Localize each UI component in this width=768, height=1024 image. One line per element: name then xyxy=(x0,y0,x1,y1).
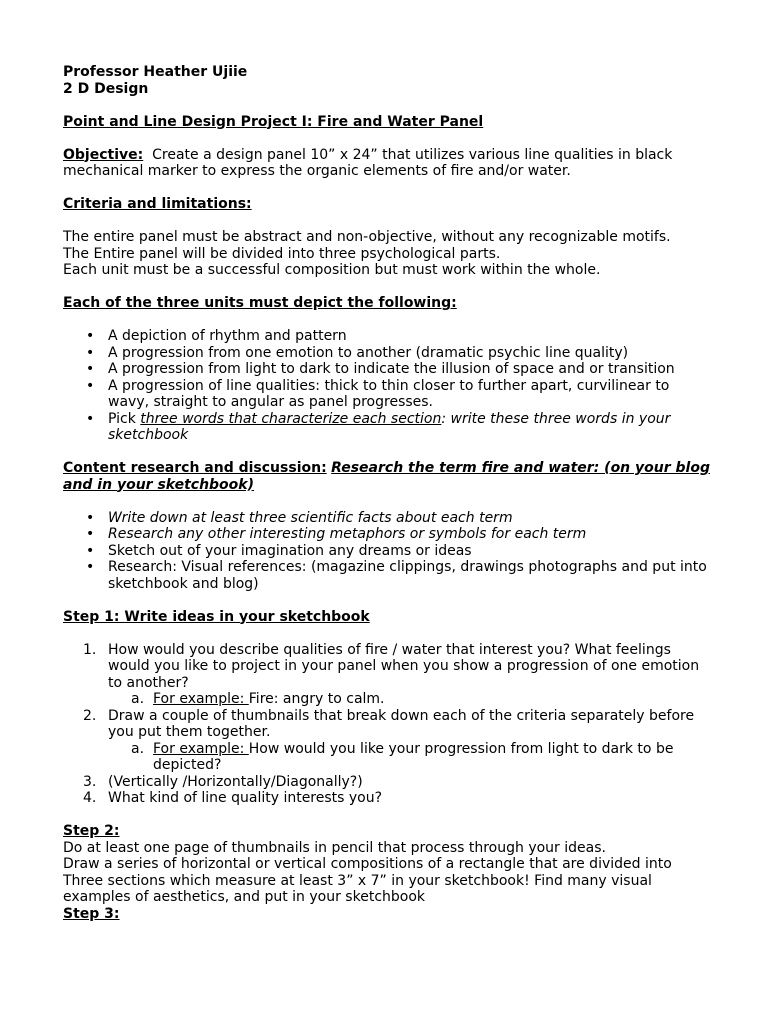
list-item: • A progression from one emotion to another (dramatic psychic line quality) xyxy=(63,345,713,362)
numbered-item xyxy=(63,708,713,741)
criteria-heading: Criteria and limitations: xyxy=(63,196,252,212)
research-heading-label: Content research and discussion: xyxy=(63,460,327,476)
step2-line: Do at least one page of thumbnails in pencil that process through your ideas. xyxy=(63,839,606,856)
numbered-item xyxy=(63,790,713,807)
numbered-item xyxy=(63,774,713,791)
list-item: • A progression from light to dark to indicate the illusion of space and or transition xyxy=(63,361,713,378)
units-list xyxy=(63,328,713,444)
sub-item-text: How would you like your progression from light to dark to be depicted? xyxy=(153,740,674,773)
item-text: What kind of line quality interests you? xyxy=(108,790,383,806)
list-item: • Research any other interesting metaphors or symbols for each term xyxy=(63,526,713,543)
course-name: 2 D Design xyxy=(63,80,149,97)
step1-list xyxy=(63,642,713,807)
sub-item xyxy=(63,741,713,774)
sub-item-letter: a. xyxy=(131,740,145,757)
list-item: • Sketch out of your imagination any dreams or ideas xyxy=(63,543,713,560)
research-heading-italic: Research the term fire and water: (on your blog and in your sketchbook) xyxy=(63,460,710,493)
item-text: (Vertically /Horizontally/Diagonally?) xyxy=(108,773,363,790)
objective-paragraph xyxy=(63,147,713,180)
sub-item xyxy=(63,691,713,708)
research-heading xyxy=(63,460,713,493)
step2-heading: Step 2: xyxy=(63,823,120,839)
step1-heading: Step 1: Write ideas in your sketchbook xyxy=(63,608,370,625)
list-item: • A depiction of rhythm and pattern xyxy=(63,328,713,345)
item-text: How would you describe qualities of fire / water that interest you? What feelings would you like to project in your panel when you show a progression of one emotion to another? xyxy=(108,641,700,691)
pick-prefix: Pick xyxy=(108,410,141,427)
project-title: Point and Line Design Project I: Fire and Water Panel xyxy=(63,113,484,130)
research-list xyxy=(63,510,713,593)
item-text: Draw a couple of thumbnails that break down each of the criteria separately before you put them together. xyxy=(108,707,695,740)
item-number: 1. xyxy=(83,641,97,658)
numbered-item xyxy=(63,642,713,692)
pick-underlined: three words that characterize each section xyxy=(140,410,442,427)
professor-name: Professor Heather Ujiie xyxy=(63,64,248,80)
list-item: • Research: Visual references: (magazine clippings, drawings photographs and put into sketchbook and blog) xyxy=(63,559,713,592)
pick-suffix: : write these three words in your sketchbook xyxy=(108,410,671,443)
item-number: 4. xyxy=(83,790,97,806)
step2-line: Draw a series of horizontal or vertical compositions of a rectangle that are divided into Three sections which measure at least 3” x 7” in your sketchbook! Find many visual examples of aesthetics, and put in your sketchbook xyxy=(63,856,672,905)
step3-heading: Step 3: xyxy=(63,905,120,922)
list-item: • Write down at least three scientific facts about each term xyxy=(63,510,713,527)
sub-item-text: Fire: angry to calm. xyxy=(248,691,385,707)
list-item: • A progression of line qualities: thick to thin closer to further apart, curvilinear to wavy, straight to angular as panel progresses. xyxy=(63,378,713,411)
criteria-line: The Entire panel will be divided into three psychological parts. xyxy=(63,245,501,262)
objective-label: Objective: xyxy=(63,146,144,163)
item-number: 3. xyxy=(83,773,97,790)
document-page xyxy=(63,64,713,922)
objective-text: Create a design panel 10” x 24” that utilizes various line qualities in black mechanical marker to express the organic elements of fire and/or water. xyxy=(63,146,673,179)
sub-item-letter: a. xyxy=(131,691,145,707)
sub-item-label: For example: xyxy=(153,740,249,757)
list-item-pick xyxy=(63,411,713,444)
item-number: 2. xyxy=(83,707,97,724)
sub-item-label: For example: xyxy=(153,691,249,707)
criteria-line: The entire panel must be abstract and non-objective, without any recognizable motifs. xyxy=(63,229,671,245)
units-heading: Each of the three units must depict the following: xyxy=(63,295,457,311)
criteria-line: Each unit must be a successful composition but must work within the whole. xyxy=(63,262,601,278)
